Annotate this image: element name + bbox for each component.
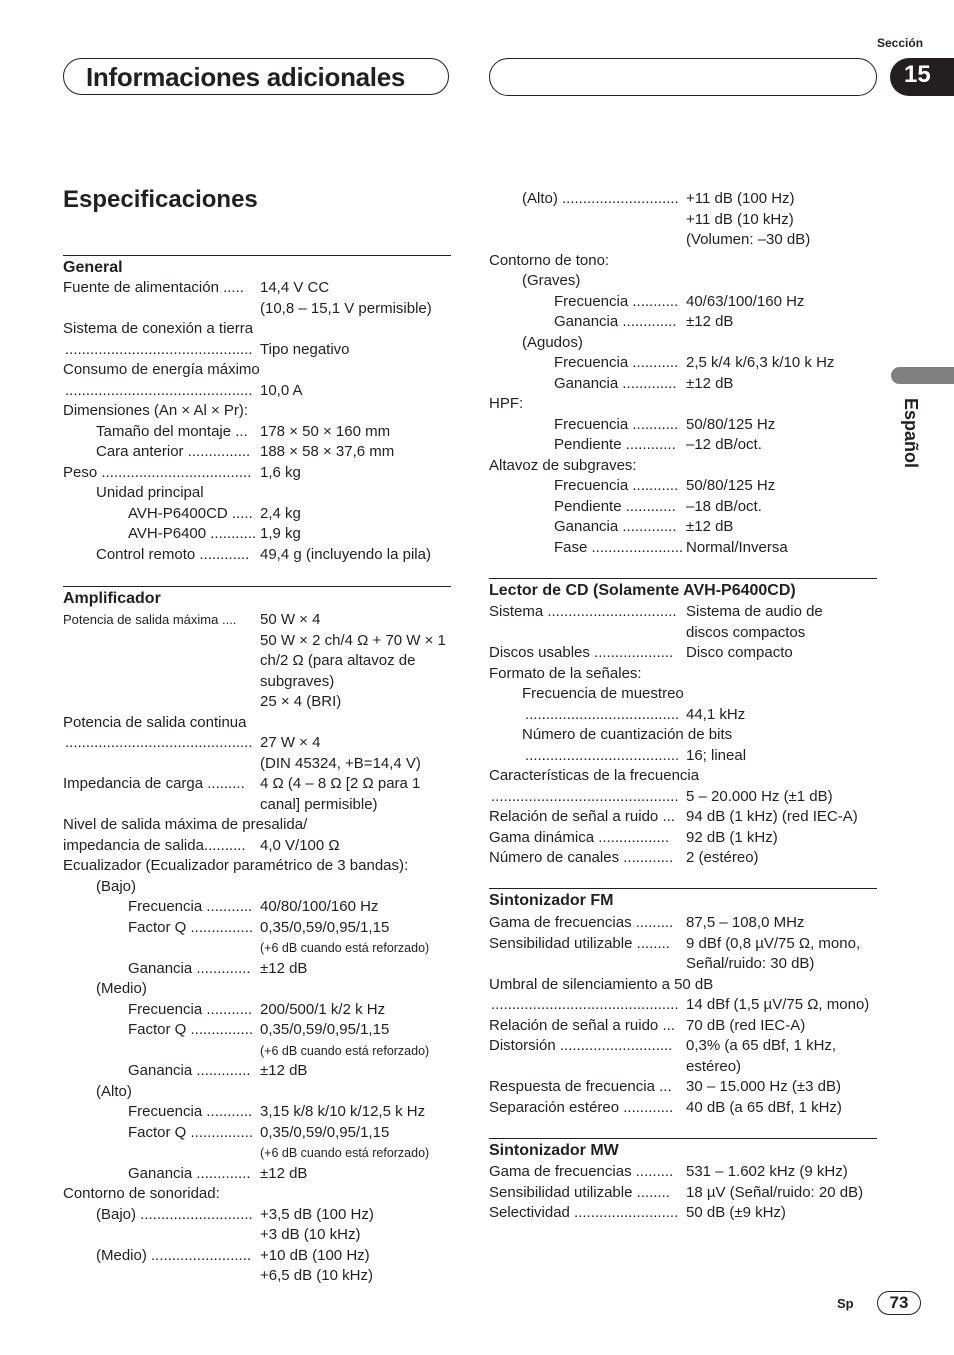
spec-fm-row [489, 913, 879, 933]
page-number: 73 [877, 1291, 921, 1315]
footer-lang-code: Sp [837, 1296, 854, 1311]
spec-cd-row [489, 828, 879, 848]
spec-contorno-value: 2,5 k/4 k/6,3 k/10 k Hz [686, 354, 835, 371]
spec-general-row [63, 381, 453, 401]
spec-contorno-label: HPF: [489, 395, 524, 412]
spec-amplificador-value: subgraves) [260, 672, 335, 690]
spec-fm-value: estéreo) [686, 1057, 742, 1075]
section-rule [63, 586, 451, 587]
spec-fm-label: ............................................. [491, 996, 679, 1013]
spec-contorno-row [489, 333, 879, 353]
spec-contorno-label: Ganancia ............. [554, 313, 677, 330]
spec-mw-label: Gama de frecuencias ......... [489, 1163, 674, 1180]
spec-amplificador-label: Contorno de sonoridad: [63, 1185, 220, 1202]
spec-mw-row [489, 1162, 879, 1182]
spec-general-row [63, 278, 453, 298]
spec-cd-label: Sistema ............................... [489, 603, 677, 620]
spec-amplificador-value: +3 dB (10 kHz) [260, 1226, 361, 1243]
spec-general-value: 49,4 g (incluyendo la pila) [260, 545, 431, 563]
spec-mw-value: 50 dB (±9 kHz) [686, 1204, 786, 1221]
spec-general-value: 14,4 V CC [260, 279, 330, 296]
spec-amplificador-value: canal] permisible) [260, 795, 378, 813]
spec-amplificador-value: 50 W × 4 [260, 611, 321, 628]
spec-general-value: 10,0 A [260, 381, 303, 399]
spec-cd-value: 5 – 20.000 Hz (±1 dB) [686, 787, 833, 805]
spec-cd-value: 2 (estéreo) [686, 849, 759, 866]
spec-general-row [63, 504, 453, 524]
spec-cd-row [489, 746, 879, 766]
section-rule [63, 255, 451, 256]
spec-amplificador-label: (Medio) [96, 980, 147, 997]
spec-amplificador-row [63, 774, 453, 794]
spec-cd-label: Número de cuantización de bits [522, 726, 733, 743]
spec-amplificador-row [63, 918, 453, 938]
spec-amplificador-row [63, 979, 453, 999]
spec-amplificador-row [63, 1041, 453, 1061]
spec-contorno-row [489, 271, 879, 291]
spec-cd-value: 92 dB (1 kHz) [686, 828, 778, 846]
spec-general-label: Unidad principal [96, 484, 204, 501]
spec-amplificador-row [63, 1164, 453, 1184]
spec-general-value: 1,6 kg [260, 463, 301, 481]
spec-fm-row [489, 934, 879, 954]
spec-fm-row [489, 1036, 879, 1056]
language-tab-marker [891, 367, 954, 384]
spec-amplificador-value: (+6 dB cuando está reforzado) [260, 1146, 430, 1160]
spec-cd-label: Formato de la señales: [489, 664, 642, 682]
spec-amplificador-row [63, 877, 453, 897]
spec-cd-label: Gama dinámica ................. [489, 828, 670, 846]
spec-contorno-row [489, 415, 879, 435]
spec-amplificador-row [63, 1082, 453, 1102]
spec-amplificador-label: Impedancia de carga ......... [63, 775, 245, 792]
spec-cd-label: Número de canales ............ [489, 849, 674, 866]
spec-general-label: Control remoto ............ [96, 545, 250, 563]
spec-amplificador-value: 4,0 V/100 Ω [260, 836, 340, 854]
spec-fm-row [489, 1057, 879, 1077]
spec-amplificador-label: impedancia de salida.......... [63, 836, 246, 854]
spec-contorno-label: Ganancia ............. [554, 374, 677, 392]
spec-amplificador-label: ............................................. [65, 734, 253, 751]
spec-mw-label: Sensibilidad utilizable ........ [489, 1183, 670, 1201]
spec-contorno-value: 40/63/100/160 Hz [686, 292, 805, 310]
spec-amplificador-row [63, 733, 453, 753]
spec-general-row [63, 483, 453, 503]
spec-fm-label: Distorsión ........................... [489, 1037, 673, 1054]
spec-general-label: ............................................. [65, 340, 253, 358]
spec-contorno-row [489, 210, 879, 230]
section-heading-cd: Lector de CD (Solamente AVH-P6400CD) [489, 582, 796, 599]
spec-amplificador-row [63, 815, 453, 835]
section-rule [489, 578, 877, 579]
section-label: Sección [877, 36, 924, 50]
spec-amplificador-label: Factor Q ............... [128, 1021, 254, 1038]
spec-amplificador-value: ±12 dB [260, 959, 308, 977]
spec-amplificador-value: 0,35/0,59/0,95/1,15 [260, 918, 390, 936]
spec-general-label: Sistema de conexión a tierra [63, 320, 254, 337]
spec-contorno-label: Contorno de tono: [489, 251, 610, 269]
spec-general-row [63, 545, 453, 565]
spec-general-label: ............................................. [65, 381, 253, 399]
spec-general-label: Fuente de alimentación ..... [63, 279, 244, 296]
section-rule [489, 888, 877, 889]
spec-contorno-label: Frecuencia ........... [554, 292, 679, 310]
spec-general-label: Cara anterior ............... [96, 443, 251, 460]
spec-amplificador-value: 4 Ω (4 – 8 Ω [2 Ω para 1 [260, 775, 421, 792]
spec-contorno-value: 50/80/125 Hz [686, 415, 776, 433]
spec-fm-value: 40 dB (a 65 dBf, 1 kHz) [686, 1098, 842, 1116]
spec-contorno-value: +11 dB (100 Hz) [686, 190, 795, 207]
spec-amplificador-value: 200/500/1 k/2 k Hz [260, 1000, 386, 1018]
spec-general-row [63, 401, 453, 421]
spec-contorno-label: Altavoz de subgraves: [489, 456, 637, 474]
spec-contorno-row [489, 353, 879, 373]
section-rule [489, 1138, 877, 1139]
spec-general-value: 1,9 kg [260, 525, 301, 542]
spec-cd-label: Relación de señal a ruido ... [489, 808, 675, 825]
spec-amplificador-row [63, 672, 453, 692]
spec-general-value: 188 × 58 × 37,6 mm [260, 443, 395, 460]
spec-mw-label: Selectividad ......................... [489, 1204, 679, 1221]
spec-amplificador-label: Ganancia ............. [128, 1164, 251, 1182]
spec-contorno-row [489, 476, 879, 496]
spec-contorno-row [489, 374, 879, 394]
spec-contorno-row [489, 435, 879, 455]
spec-amplificador-row [63, 651, 453, 671]
spec-cd-value: 16; lineal [686, 746, 747, 764]
spec-amplificador-row [63, 1143, 453, 1163]
spec-cd-value: 44,1 kHz [686, 705, 746, 723]
spec-general-row [63, 442, 453, 462]
spec-amplificador-row [63, 1020, 453, 1040]
spec-general-row [63, 299, 453, 319]
spec-amplificador-value: 0,35/0,59/0,95/1,15 [260, 1123, 390, 1141]
spec-general-value: (10,8 – 15,1 V permisible) [260, 299, 432, 317]
spec-amplificador-row [63, 1225, 453, 1245]
spec-fm-row [489, 1016, 879, 1036]
spec-amplificador-row [63, 631, 453, 651]
spec-amplificador-row [63, 692, 453, 712]
spec-fm-label: Separación estéreo ............ [489, 1098, 674, 1116]
spec-amplificador-value: ch/2 Ω (para altavoz de [260, 652, 416, 669]
spec-contorno-label: Frecuencia ........... [554, 354, 679, 371]
spec-general-label: AVH-P6400 ........... [128, 525, 257, 542]
main-heading: Especificaciones [63, 186, 258, 213]
spec-contorno-row [489, 497, 879, 517]
spec-amplificador-row [63, 1266, 453, 1286]
spec-amplificador-row [63, 795, 453, 815]
spec-general-row [63, 360, 453, 380]
spec-mw-value: 531 – 1.602 kHz (9 kHz) [686, 1163, 848, 1180]
spec-cd-value: 94 dB (1 kHz) (red IEC-A) [686, 808, 858, 825]
spec-mw-value: 18 µV (Señal/ruido: 20 dB) [686, 1183, 864, 1201]
spec-amplificador-value: +10 dB (100 Hz) [260, 1246, 370, 1264]
spec-amplificador-value: +3,5 dB (100 Hz) [260, 1205, 374, 1223]
spec-contorno-row [489, 394, 879, 414]
spec-fm-label: Sensibilidad utilizable ........ [489, 934, 670, 952]
spec-mw-row [489, 1183, 879, 1203]
spec-amplificador-row [63, 713, 453, 733]
spec-general-value: 2,4 kg [260, 504, 301, 522]
header-empty-box [489, 58, 877, 96]
spec-fm-row [489, 995, 879, 1015]
spec-amplificador-label: (Bajo) [96, 877, 137, 895]
spec-cd-value: Sistema de audio de [686, 603, 823, 620]
spec-fm-label: Gama de frecuencias ......... [489, 914, 674, 931]
spec-contorno-value: ±12 dB [686, 374, 734, 392]
spec-contorno-value: +11 dB (10 kHz) [686, 210, 794, 228]
spec-amplificador-label: Ganancia ............. [128, 1062, 251, 1079]
spec-general-row [63, 340, 453, 360]
language-tab-label: Español [901, 398, 921, 469]
spec-general-label: Peso .................................... [63, 463, 252, 481]
title-box [63, 58, 449, 95]
spec-fm-row [489, 1098, 879, 1118]
spec-general-row [63, 463, 453, 483]
spec-general-value: 178 × 50 × 160 mm [260, 422, 391, 440]
spec-contorno-row [489, 538, 879, 558]
spec-amplificador-label: Potencia de salida continua [63, 713, 247, 731]
spec-cd-label: Discos usables ................... [489, 644, 674, 661]
spec-amplificador-value: ±12 dB [260, 1164, 308, 1182]
spec-cd-value: discos compactos [686, 623, 806, 641]
spec-fm-label: Umbral de silenciamiento a 50 dB [489, 975, 714, 993]
spec-amplificador-label: Factor Q ............... [128, 918, 254, 936]
spec-cd-row [489, 787, 879, 807]
spec-amplificador-row [63, 1184, 453, 1204]
spec-general-value: Tipo negativo [260, 340, 350, 358]
spec-amplificador-row [63, 1205, 453, 1225]
spec-fm-label: Respuesta de frecuencia ... [489, 1078, 672, 1095]
spec-amplificador-label: Frecuencia ........... [128, 898, 253, 915]
spec-cd-row [489, 643, 879, 663]
spec-cd-label: ............................................. [491, 787, 679, 805]
spec-amplificador-value: (+6 dB cuando está reforzado) [260, 1043, 430, 1058]
spec-general-label: AVH-P6400CD ..... [128, 504, 253, 522]
spec-fm-value: 9 dBf (0,8 µV/75 Ω, mono, [686, 934, 861, 952]
spec-cd-row [489, 807, 879, 827]
spec-amplificador-value: 3,15 k/8 k/10 k/12,5 k Hz [260, 1103, 426, 1120]
section-heading-mw: Sintonizador MW [489, 1142, 619, 1159]
spec-fm-row [489, 954, 879, 974]
spec-amplificador-label: Potencia de salida máxima .... [63, 612, 237, 627]
section-heading-general: General [63, 259, 123, 276]
spec-cd-value: Disco compacto [686, 644, 793, 661]
spec-amplificador-row [63, 754, 453, 774]
spec-general-row [63, 524, 453, 544]
spec-amplificador-value: 0,35/0,59/0,95/1,15 [260, 1021, 390, 1038]
spec-amplificador-value: (DIN 45324, +B=14,4 V) [260, 754, 421, 772]
spec-amplificador-value: 25 × 4 (BRI) [260, 693, 342, 710]
spec-amplificador-row [63, 938, 453, 958]
spec-contorno-value: Normal/Inversa [686, 538, 788, 556]
spec-amplificador-row [63, 1061, 453, 1081]
spec-fm-label: Relación de señal a ruido ... [489, 1016, 675, 1034]
spec-amplificador-label: Factor Q ............... [128, 1123, 254, 1141]
spec-contorno-label: (Agudos) [522, 333, 583, 351]
spec-contorno-value: ±12 dB [686, 518, 734, 535]
spec-cd-row [489, 664, 879, 684]
spec-amplificador-row [63, 1246, 453, 1266]
spec-contorno-row [489, 517, 879, 537]
spec-contorno-label: Fase ...................... [554, 538, 684, 556]
spec-amplificador-row [63, 1102, 453, 1122]
spec-amplificador-row [63, 897, 453, 917]
spec-amplificador-label: Ganancia ............. [128, 959, 251, 977]
spec-amplificador-row [63, 836, 453, 856]
section-heading-amplificador: Amplificador [63, 590, 161, 607]
spec-fm-row [489, 1077, 879, 1097]
spec-fm-value: 30 – 15.000 Hz (±3 dB) [686, 1078, 841, 1095]
spec-amplificador-label: Frecuencia ........... [128, 1000, 253, 1018]
spec-general-row [63, 422, 453, 442]
spec-contorno-row [489, 251, 879, 271]
spec-amplificador-row [63, 959, 453, 979]
spec-cd-row [489, 705, 879, 725]
spec-cd-row [489, 684, 879, 704]
spec-contorno-value: ±12 dB [686, 313, 734, 330]
spec-contorno-label: Pendiente ............ [554, 436, 676, 453]
spec-contorno-value: –12 dB/oct. [686, 436, 762, 453]
spec-amplificador-label: (Alto) [96, 1082, 132, 1100]
spec-general-label: Dimensiones (An × Al × Pr): [63, 402, 249, 419]
spec-fm-value: Señal/ruido: 30 dB) [686, 955, 815, 972]
spec-fm-value: 0,3% (a 65 dBf, 1 kHz, [686, 1037, 837, 1054]
spec-amplificador-row [63, 1123, 453, 1143]
spec-contorno-label: Ganancia ............. [554, 518, 677, 535]
spec-amplificador-label: Ecualizador (Ecualizador paramétrico de 3 bandas): [63, 857, 409, 874]
spec-cd-label: Características de la frecuencia [489, 767, 700, 784]
spec-contorno-value: 50/80/125 Hz [686, 477, 776, 494]
spec-amplificador-label: Frecuencia ........... [128, 1103, 253, 1120]
spec-cd-row [489, 766, 879, 786]
spec-fm-value: 87,5 – 108,0 MHz [686, 914, 805, 931]
spec-fm-value: 14 dBf (1,5 µV/75 Ω, mono) [686, 996, 870, 1013]
spec-contorno-label: Pendiente ............ [554, 497, 676, 515]
spec-amplificador-row [63, 1000, 453, 1020]
spec-amplificador-row [63, 610, 453, 630]
spec-cd-label: Frecuencia de muestreo [522, 685, 684, 702]
spec-contorno-label: Frecuencia ........... [554, 415, 679, 433]
page-title: Informaciones adicionales [86, 62, 406, 92]
spec-general-label: Tamaño del montaje ... [96, 422, 248, 440]
spec-contorno-value: –18 dB/oct. [686, 497, 762, 515]
spec-contorno-row [489, 312, 879, 332]
spec-cd-row [489, 848, 879, 868]
spec-amplificador-row [63, 856, 453, 876]
spec-contorno-row [489, 230, 879, 250]
spec-contorno-row [489, 189, 879, 209]
spec-contorno-label: (Graves) [522, 272, 581, 289]
section-number-badge: 15 [890, 58, 954, 96]
spec-contorno-row [489, 292, 879, 312]
spec-amplificador-value: (+6 dB cuando está reforzado) [260, 941, 430, 955]
spec-amplificador-label: Nivel de salida máxima de presalida/ [63, 816, 308, 833]
spec-amplificador-value: +6,5 dB (10 kHz) [260, 1267, 373, 1284]
spec-amplificador-label: (Bajo) ........................... [96, 1205, 253, 1223]
spec-amplificador-value: 40/80/100/160 Hz [260, 898, 379, 915]
spec-fm-row [489, 975, 879, 995]
spec-amplificador-value: 50 W × 2 ch/4 Ω + 70 W × 1 [260, 631, 446, 649]
section-heading-fm: Sintonizador FM [489, 892, 614, 909]
spec-general-label: Consumo de energía máximo [63, 361, 260, 378]
spec-contorno-value: (Volumen: –30 dB) [686, 231, 811, 248]
spec-cd-label: ..................................... [525, 705, 680, 723]
spec-amplificador-value: ±12 dB [260, 1062, 308, 1079]
spec-contorno-label: (Alto) ............................ [522, 190, 679, 207]
spec-fm-value: 70 dB (red IEC-A) [686, 1016, 806, 1034]
spec-contorno-row [489, 456, 879, 476]
spec-cd-row [489, 725, 879, 745]
spec-mw-row [489, 1203, 879, 1223]
spec-contorno-label: Frecuencia ........... [554, 477, 679, 494]
spec-cd-row [489, 623, 879, 643]
spec-amplificador-label: (Medio) ........................ [96, 1246, 252, 1264]
spec-amplificador-value: 27 W × 4 [260, 734, 321, 751]
spec-cd-row [489, 602, 879, 622]
spec-cd-label: ..................................... [525, 746, 680, 764]
spec-general-row [63, 319, 453, 339]
